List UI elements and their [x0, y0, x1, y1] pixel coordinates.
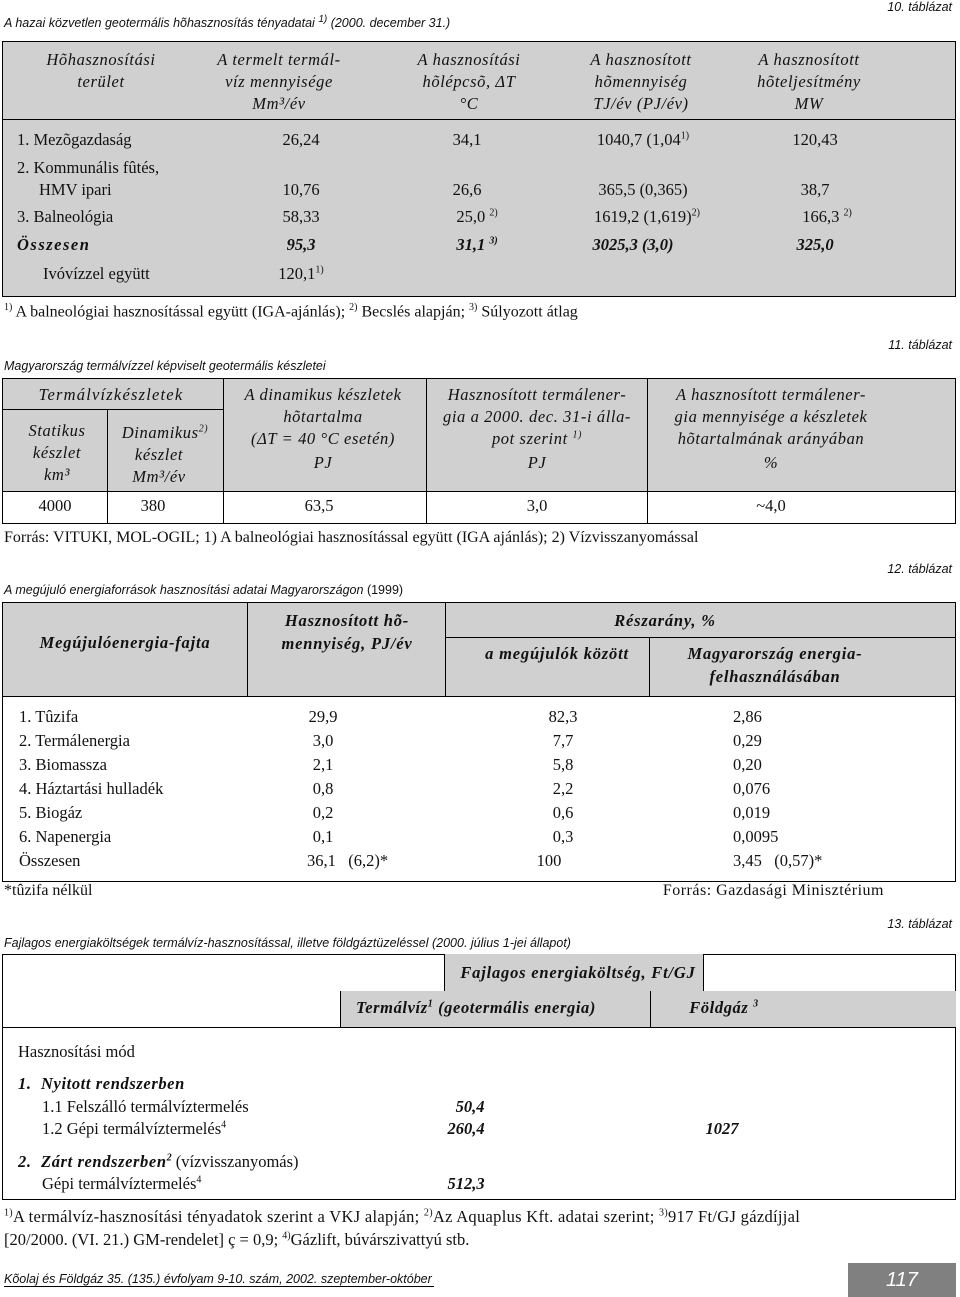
row-name: Összesen	[17, 235, 91, 254]
row-name-2: HMV ipari	[39, 180, 112, 199]
t12-caption: A megújuló energiaforrások hasznosítási adatai Magyarországon (1999)	[4, 583, 404, 597]
row-heat: 1619,2 $(1,619)^{2)}$	[594, 207, 700, 226]
t11-header-ratio: gia mennyisége a készletek	[674, 407, 868, 426]
t11-value-ratio: ~4,0	[756, 496, 786, 515]
row-total: 0,29	[733, 731, 762, 750]
t12-body	[2, 696, 956, 882]
row-among: 0,6	[552, 803, 574, 822]
divider	[649, 637, 650, 697]
t13-mode-label: Hasznosítási mód	[18, 1042, 135, 1061]
row-heat: 3025,3 (3,0)	[592, 235, 674, 254]
row-name: 2. Kommunális fûtés,	[17, 158, 160, 177]
t11-header-used: PJ	[527, 453, 547, 472]
row-type: 3. Biomassza	[19, 755, 107, 774]
row-amount: 0,1	[312, 827, 334, 846]
row-mw: 38,7	[800, 180, 830, 199]
row-total: 2,86	[733, 707, 762, 726]
t11-label: 11. táblázat	[888, 338, 952, 352]
t11-value-heat: 63,5	[304, 496, 334, 515]
row-type: Összesen	[19, 851, 81, 870]
row-amount: 3,0	[312, 731, 334, 750]
t13-closed-1: Gépi termálvíztermelés$^4$	[42, 1174, 202, 1193]
row-name: Ivóvízzel együtt	[43, 264, 150, 283]
t10-header-cell: TJ/év (PJ/év)	[593, 94, 689, 113]
t11-header-heat: PJ	[313, 453, 333, 472]
row-water: 95,3	[286, 235, 316, 254]
t12-header-total: Magyarország energia-	[687, 644, 863, 663]
t12-header-among: a megújulók között	[485, 644, 629, 663]
t13-label: 13. táblázat	[887, 917, 952, 931]
row-among: 7,7	[552, 731, 574, 750]
row-among: 0,3	[552, 827, 574, 846]
t11-header-heat: hõtartalma	[283, 407, 363, 426]
t11-header-static: készlet	[32, 443, 82, 462]
row-water: 10,76	[282, 180, 320, 199]
t11-header-static: km³	[44, 465, 70, 484]
t10-header-cell: MW	[794, 94, 824, 113]
t10-header-cell: hõmennyiség	[594, 72, 688, 91]
t10-header-cell: A hasznosított	[590, 50, 692, 69]
t11-header-ratio: A hasznosított termálener-	[675, 385, 867, 404]
t13-header-thermal: Termálvíz$^1$ (geotermális energia)	[356, 998, 596, 1017]
row-mw: 120,43	[792, 130, 838, 149]
row-type: 1. Tûzifa	[19, 707, 79, 726]
row-among: 5,8	[552, 755, 574, 774]
divider	[426, 379, 427, 523]
divider	[650, 991, 651, 1027]
row-dt: 31,1 $^{3)}$	[456, 235, 498, 254]
row-water: 58,33	[282, 207, 320, 226]
journal-footer: Kõolaj és Földgáz 35. (135.) évfolyam 9-10. szám, 2002. szeptember-október	[4, 1272, 432, 1286]
t11-value-used: 3,0	[526, 496, 548, 515]
row-dt: 25,0 $^{2)}$	[456, 207, 498, 226]
table-10	[2, 41, 956, 297]
divider	[3, 119, 955, 120]
t10-header-cell: °C	[459, 94, 479, 113]
row-among: 2,2	[552, 779, 574, 798]
divider	[3, 409, 223, 410]
t11-header-heat: A dinamikus készletek	[244, 385, 402, 404]
divider	[647, 379, 648, 523]
divider	[445, 603, 446, 697]
t13-caption: Fajlagos energiaköltségek termálvíz-hasznosítással, illetve földgáztüzeléssel (2000. július 1-jei állapot)	[4, 936, 571, 950]
row-heat: 365,5 (0,365)	[598, 180, 688, 199]
row-mw: 166,3 $^{2)}$	[802, 207, 852, 226]
t12-header-type: Megújulóenergia-fajta	[39, 633, 211, 652]
t10-header-cell: Mm³/év	[252, 94, 306, 113]
row-type: 6. Napenergia	[19, 827, 112, 846]
t10-caption: A hazai közvetlen geotermális hõhasznosítás tényadatai $^{1)}$ (2000. december 31.)	[4, 14, 451, 31]
row-type: 2. Termálenergia	[19, 731, 130, 750]
t10-header-cell: A termelt termál-	[217, 50, 341, 69]
t11-header-dynamic: Mm³/év	[132, 467, 186, 486]
t13-footnote-1: $^{1)}$A termálvíz-hasznosítási tényadatok szerint a VKJ alapján; $^{2)}$Az Aquaplus Kft. adatai szerint; $^{3)}$917 Ft/GJ gázdíjjal	[4, 1207, 801, 1226]
t13-header-cost-label: Fajlagos energiaköltség, Ft/GJ	[460, 963, 696, 982]
divider	[223, 379, 224, 523]
t13-gas-value: 1027	[705, 1119, 739, 1138]
t13-open-2: 1.2 Gépi termálvíztermelés$^4$	[42, 1119, 227, 1138]
t13-open-2-value: 260,4	[447, 1119, 485, 1138]
row-mw: 325,0	[796, 235, 834, 254]
t10-header-cell: hõteljesítmény	[757, 72, 861, 91]
t12-source: Forrás: Gazdasági Minisztérium	[662, 882, 884, 899]
row-name: 3. Balneológia	[17, 207, 114, 226]
t11-caption: Magyarország termálvízzel képviselt geotermális készletei	[4, 359, 326, 373]
divider	[247, 603, 248, 697]
t13-open-1: 1.1 Felszálló termálvíztermelés	[42, 1097, 249, 1116]
t11-value-dynamic: 380	[140, 496, 166, 515]
t11-header-used: pot szerint $^{1)}$	[491, 429, 583, 448]
row-total: 0,20	[733, 755, 762, 774]
t12-header-amount: mennyiség, PJ/év	[281, 634, 413, 653]
row-type: 4. Háztartási hulladék	[19, 779, 164, 798]
t10-header-cell: A hasznosítási	[417, 50, 521, 69]
row-amount: 2,1	[312, 755, 334, 774]
row-amount: 29,9	[308, 707, 338, 726]
t11-header-group: Termálvízkészletek	[38, 385, 184, 404]
page-number: 117	[848, 1263, 956, 1297]
t10-header-cell: A hasznosított	[758, 50, 860, 69]
t12-header	[2, 602, 956, 698]
table-11	[2, 378, 956, 524]
divider	[445, 637, 955, 638]
t11-header-heat: (ΔT = 40 °C esetén)	[251, 429, 395, 448]
row-dt: 34,1	[452, 130, 482, 149]
row-amount: 0,8	[312, 779, 334, 798]
t12-note: *tûzifa nélkül	[4, 882, 93, 899]
t10-label: 10. táblázat	[887, 0, 952, 14]
row-type: 5. Biogáz	[19, 803, 83, 822]
t13-open-1-value: 50,4	[455, 1097, 485, 1116]
t10-footnote: $^{1)}$ A balneológiai hasznosítással együtt (IGA-ajánlás); $^{2)}$ Becslés alapján; $^{3)}$ Súlyozott átlag	[4, 302, 578, 321]
row-among: 82,3	[548, 707, 578, 726]
row-total: 3,45 (0,57)*	[733, 851, 823, 870]
t11-header-used: gia a 2000. dec. 31-i álla-	[442, 407, 632, 426]
t10-header-cell: terület	[77, 72, 125, 91]
t11-header-ratio: hõtartalmának arányában	[677, 429, 865, 448]
t12-header-amount: Hasznosított hõ-	[284, 611, 410, 630]
row-total: 0,076	[733, 779, 771, 798]
row-water: 120,1$^{1)}$	[278, 264, 324, 283]
t10-header-cell: Hõhasznosítási	[46, 50, 156, 69]
t13-header-gas: Földgáz $^3$	[689, 998, 759, 1017]
table-13	[2, 954, 956, 1198]
divider	[3, 491, 955, 492]
t10-header-cell: víz mennyisége	[225, 72, 333, 91]
t11-header-dynamic: Dinamikus$^{2)}$	[121, 423, 209, 442]
divider	[107, 409, 108, 523]
row-total: 0,019	[733, 803, 771, 822]
row-amount: 0,2	[312, 803, 334, 822]
t13-open-title: 1. Nyitott rendszerben	[18, 1074, 185, 1093]
row-amount: 36,1 (6,2)*	[307, 851, 389, 870]
t11-source: Forrás: VITUKI, MOL-OGIL; 1) A balneológiai hasznosítással együtt (IGA ajánlás); 2) Vízvisszanyomással	[4, 529, 699, 546]
row-name: 1. Mezõgazdaság	[17, 130, 132, 149]
row-dt: 26,6	[452, 180, 482, 199]
row-total: 0,0095	[733, 827, 779, 846]
t12-header-total: felhasználásában	[709, 667, 841, 686]
row-among: 100	[536, 851, 562, 870]
t12-label: 12. táblázat	[887, 562, 952, 576]
t10-header-cell: hõlépcsõ, ΔT	[422, 72, 516, 91]
t11-header-dynamic: készlet	[134, 445, 184, 464]
t12-header-share: Részarány, %	[614, 611, 716, 630]
t11-header-used: Hasznosított termálener-	[447, 385, 627, 404]
t13-closed-1-value: 512,3	[447, 1174, 485, 1193]
t11-header-static: Statikus	[28, 421, 86, 440]
t13-footnote-2: [20/2000. (VI. 21.) GM-rendelet] ç = 0,9; $^{4)}$Gázlift, búvárszivattyú stb.	[4, 1230, 470, 1249]
row-heat: 1040,7 (1,04$^{1)}$	[596, 130, 690, 149]
t13-closed-title: 2. Zárt rendszerben$^2$ (vízvisszanyomás)	[18, 1152, 299, 1171]
t11-header-ratio: %	[763, 453, 779, 472]
t11-value-static: 4000	[38, 496, 72, 515]
row-water: 26,24	[282, 130, 320, 149]
